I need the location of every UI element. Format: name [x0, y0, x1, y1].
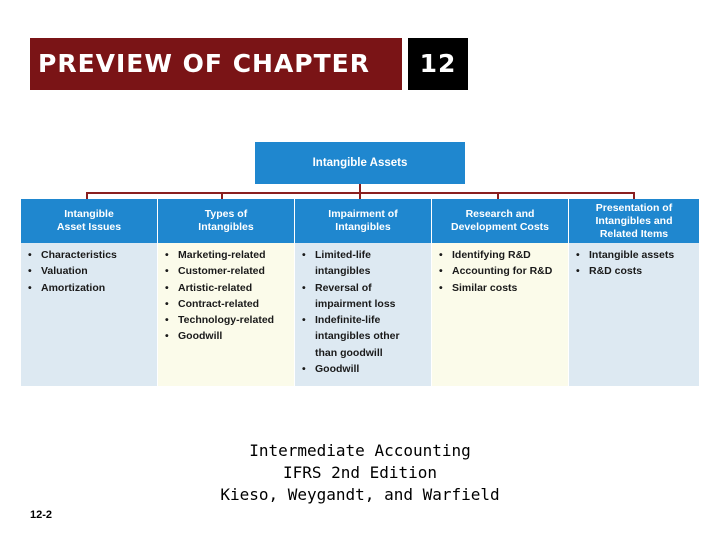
topic-item-text: Reversal of [315, 281, 372, 294]
topic-item-text: Intangible assets [589, 249, 675, 261]
column-header-label [57, 208, 121, 234]
column-header-line: Asset Issues [56, 221, 122, 233]
column-header-label [198, 208, 253, 234]
topic-item-text: Amortization [41, 281, 106, 294]
connector-col-3 [359, 192, 361, 199]
column-header-line: Intangibles [198, 221, 254, 233]
topic-item-text: Indefinite-life [315, 314, 381, 327]
column-header-line: Research and [465, 208, 535, 220]
topic-item-text: Characteristics [41, 249, 117, 261]
topic-item-text: Similar costs [452, 281, 518, 294]
chapter-title-banner: PREVIEW OF CHAPTER [30, 38, 402, 90]
column-header-line: Intangibles and [595, 214, 673, 227]
topic-item [439, 247, 564, 263]
topic-item-text: Marketing-related [178, 249, 266, 261]
diagram-column [21, 199, 157, 386]
topic-item-text: Accounting for R&D [452, 265, 553, 278]
topic-item-text: intangibles [315, 265, 371, 278]
book-edition: IFRS 2nd Edition [282, 463, 438, 482]
topic-item [302, 312, 427, 361]
topic-item [28, 263, 153, 279]
column-header [21, 199, 157, 243]
topic-item-text: than goodwill [315, 346, 383, 359]
connector-col-4 [497, 192, 499, 199]
diagram-column [295, 199, 431, 386]
topic-list [21, 243, 157, 296]
connector-col-1 [86, 192, 88, 199]
topic-item-text: Goodwill [315, 363, 360, 376]
topic-item [28, 280, 153, 296]
topic-item-text: R&D costs [589, 265, 643, 278]
diagram-root-box: Intangible Assets [255, 142, 465, 184]
column-header-line: Development Costs [450, 221, 550, 233]
chapter-number-badge: 12 [408, 38, 468, 90]
topic-item-text: Customer-related [178, 265, 265, 278]
topic-item [165, 263, 290, 279]
column-header-line: Intangible [64, 208, 114, 220]
topic-item-text: Goodwill [178, 330, 223, 343]
topic-list [569, 243, 699, 280]
topic-item-text: intangibles other [315, 330, 400, 343]
column-header-label [595, 202, 672, 241]
topic-item-text: Identifying R&D [452, 249, 531, 261]
column-header [158, 199, 294, 243]
diagram-column [432, 199, 568, 386]
column-header-line: Types of [204, 208, 248, 220]
connector-col-2 [221, 192, 223, 199]
topic-item [439, 263, 564, 279]
topic-item-text: Contract-related [178, 297, 260, 310]
topic-item [165, 296, 290, 312]
topic-item [576, 263, 695, 279]
topic-item-text: Artistic-related [178, 281, 253, 294]
topic-item [165, 312, 290, 328]
connector-col-5 [633, 192, 635, 199]
topic-item-text: Limited-life [315, 249, 372, 261]
book-authors: Kieso, Weygandt, and Warfield [220, 485, 500, 504]
topic-item [302, 247, 427, 280]
column-header [295, 199, 431, 243]
topic-list [295, 243, 431, 377]
book-title: Intermediate Accounting [249, 441, 471, 460]
topic-list [158, 243, 294, 345]
column-header-line: Related Items [599, 227, 669, 240]
topic-item [439, 280, 564, 296]
topic-item [165, 328, 290, 344]
topic-list [432, 243, 568, 296]
topic-item [302, 361, 427, 377]
diagram-column [569, 199, 699, 386]
topic-item-text: Valuation [41, 265, 88, 278]
column-header-line: Intangibles [335, 221, 391, 233]
topic-item [165, 247, 290, 263]
diagram-column [158, 199, 294, 386]
topic-item [165, 280, 290, 296]
slide-number: 12-2 [30, 509, 53, 521]
topic-item [302, 280, 427, 313]
column-header [569, 199, 699, 243]
column-header-line: Impairment of [328, 208, 398, 220]
topic-item [576, 247, 695, 263]
column-header-line: Presentation of [595, 201, 673, 214]
column-header [432, 199, 568, 243]
topic-item-text: impairment loss [315, 297, 396, 310]
column-header-label [328, 208, 397, 234]
topic-item [28, 247, 153, 263]
topic-item-text: Technology-related [178, 314, 275, 327]
column-header-label [451, 208, 549, 234]
